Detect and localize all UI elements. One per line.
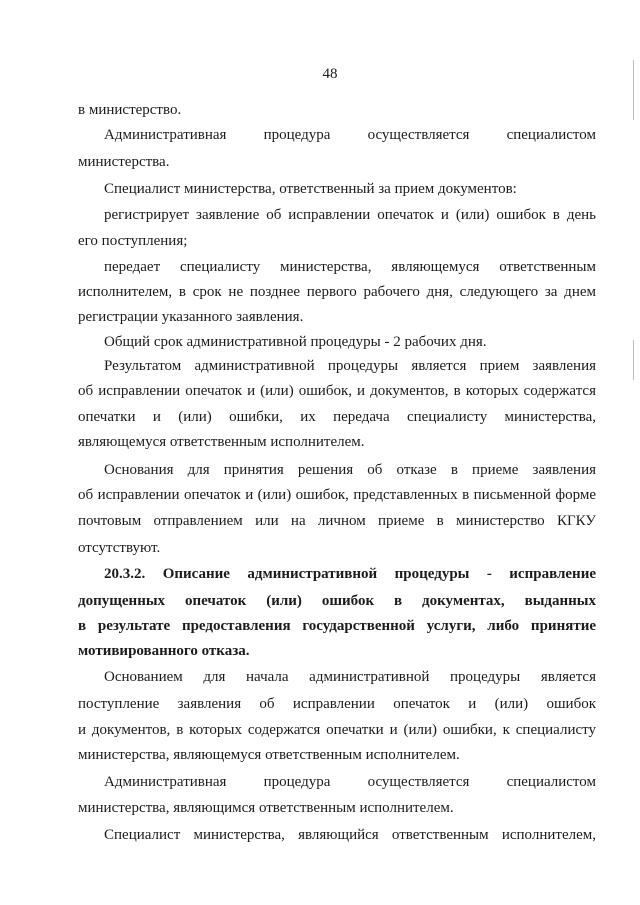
section-heading-line: 20.3.2. Описание административной процедуры - исправление: [104, 566, 596, 582]
section-heading-line: в результате предоставления государственной услуги, либо принятие: [78, 618, 596, 634]
text-line: его поступления;: [78, 233, 188, 249]
text-line: передает специалисту министерства, являющемуся ответственным: [104, 259, 596, 275]
scan-edge-mark: [633, 340, 634, 380]
text-line: Результатом административной процедуры является прием заявления: [104, 358, 596, 374]
page-number: 48: [322, 66, 338, 82]
text-line: министерства, являющимся ответственным исполнителем.: [78, 800, 454, 816]
text-line: в министерство.: [78, 102, 182, 118]
text-line: Специалист министерства, ответственный за прием документов:: [104, 181, 517, 197]
scan-edge-mark: [633, 60, 634, 120]
text-line: Основания для принятия решения об отказе в приеме заявления: [104, 462, 596, 478]
text-line: министерства, являющемуся ответственным исполнителем.: [78, 747, 460, 763]
section-heading-line: мотивированного отказа.: [78, 643, 250, 659]
text-line: и документов, в которых содержатся опечатки и (или) ошибки, к специалисту: [78, 722, 596, 738]
text-line: регистрирует заявление об исправлении опечаток и (или) ошибок в день: [104, 207, 596, 223]
text-line: опечатки и (или) ошибки, их передача специалисту министерства,: [78, 409, 596, 425]
section-heading-line: допущенных опечаток (или) ошибок в документах, выданных: [78, 593, 596, 609]
text-line: Административная процедура осуществляется специалистом: [104, 127, 596, 143]
text-line: министерства.: [78, 154, 170, 170]
text-line: поступление заявления об исправлении опечаток и (или) ошибок: [78, 696, 596, 712]
text-line: об исправлении опечаток и (или) ошибок, представленных в письменной форме: [78, 487, 596, 503]
text-line: отсутствуют.: [78, 540, 161, 556]
text-line: Специалист министерства, являющийся ответственным исполнителем,: [104, 827, 596, 843]
text-line: Общий срок административной процедуры - 2 рабочих дня.: [104, 334, 487, 350]
text-line: об исправлении опечаток и (или) ошибок, и документов, в которых содержатся: [78, 383, 596, 399]
text-line: Основанием для начала административной процедуры является: [104, 669, 596, 685]
text-line: почтовым отправлением или на личном приеме в министерство КГКУ: [78, 513, 596, 529]
text-line: исполнителем, в срок не позднее первого рабочего дня, следующего за днем: [78, 284, 596, 300]
text-line: являющемуся ответственным исполнителем.: [78, 434, 365, 450]
text-line: регистрации указанного заявления.: [78, 309, 304, 325]
text-line: Административная процедура осуществляется специалистом: [104, 774, 596, 790]
